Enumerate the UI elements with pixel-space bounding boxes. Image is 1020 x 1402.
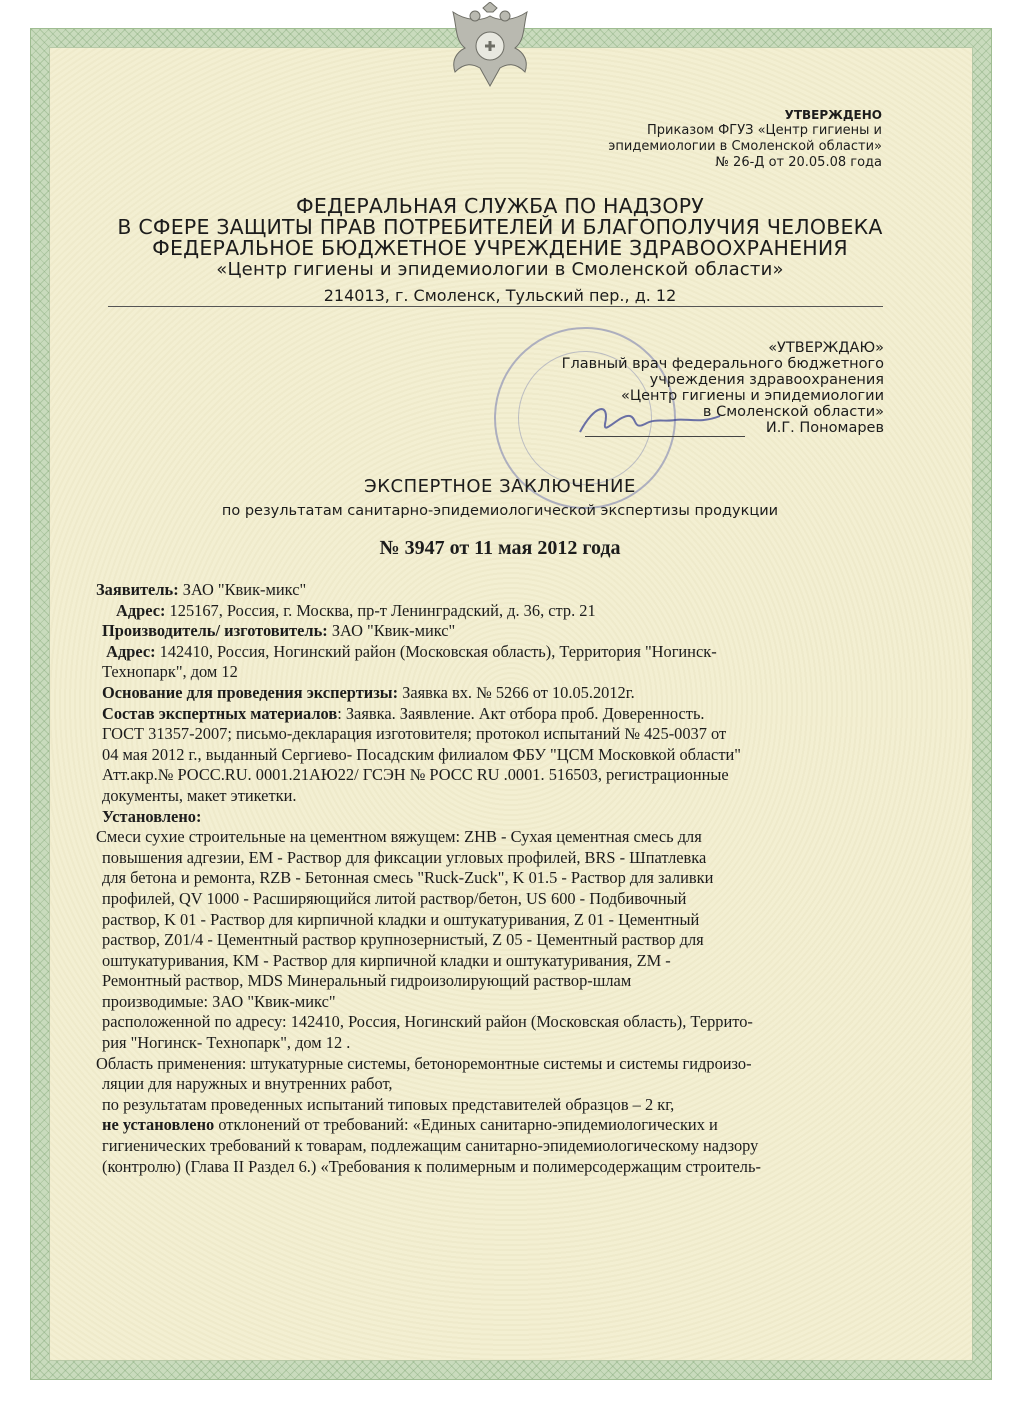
agency-address: 214013, г. Смоленск, Тульский пер., д. 12: [323, 286, 677, 305]
document-number: № 3947 от 11 мая 2012 года: [379, 537, 621, 559]
materials-row: [96, 704, 911, 725]
tests-text: по результатам проведенных испытаний типовых представителей образцов – 2 кг,: [102, 1094, 675, 1114]
affirm-line: «УТВЕРЖДАЮ»: [768, 340, 884, 356]
approved-line: № 26-Д от 20.05.08 года: [715, 155, 882, 170]
producer-label: Производитель/ изготовитель:: [102, 621, 328, 641]
approved-line: эпидемиологии в Смоленской области»: [608, 139, 882, 154]
affirm-line: Главный врач федерального бюджетного: [561, 356, 884, 372]
established-text: Ремонтный раствор, MDS Минеральный гидроизолирующий раствор-шлам: [102, 971, 632, 991]
established-text: оштукатуривания, KM - Раствор для кирпичной кладки и оштукатуривания, ZM -: [102, 950, 671, 970]
established-text: повышения адгезии, EM - Раствор для фиксации угловых профилей, BRS - Шпатлевка: [102, 847, 707, 867]
not-found-label: не установлено: [102, 1115, 215, 1135]
agency-line: ФЕДЕРАЛЬНАЯ СЛУЖБА ПО НАДЗОРУ: [296, 194, 704, 218]
signature-line: [585, 436, 745, 437]
agency-line: «Центр гигиены и эпидемиологии в Смоленской области»: [216, 259, 784, 280]
applicant-label: Заявитель:: [96, 580, 179, 599]
signer-name: И.Г. Пономарев: [765, 420, 884, 436]
application-area-text: ляции для наружных и внутренних работ,: [102, 1074, 393, 1094]
materials-text: Атт.акр.№ РОСС.RU. 0001.21АЮ22/ ГСЭН № РОСС RU .0001. 516503, регистрационные: [102, 765, 729, 785]
address-value: 142410, Россия, Ногинский район (Московская область), Территория "Ногинск-: [155, 641, 717, 661]
materials-text: 04 мая 2012 г., выданный Сергиево- Посадским филиалом ФБУ "ЦСМ Московкой области": [102, 744, 741, 764]
approved-header: УТВЕРЖДЕНО: [784, 108, 882, 122]
address-label: Адрес:: [116, 600, 166, 620]
document-title: ЭКСПЕРТНОЕ ЗАКЛЮЧЕНИЕ: [364, 476, 636, 497]
producer-address-row: [96, 642, 911, 663]
established-text: расположенной по адресу: 142410, Россия, Ногинский район (Московская область), Террито-: [102, 1012, 753, 1032]
affirm-line: «Центр гигиены и эпидемиологии: [620, 388, 884, 404]
conclusion-text: гигиенических требований к товарам, подлежащим санитарно-эпидемиологическому надзору: [102, 1136, 759, 1156]
applicant-row: [96, 580, 911, 601]
basis-label: Основание для проведения экспертизы:: [102, 682, 399, 702]
established-text: для бетона и ремонта, RZB - Бетонная смесь "Ruck-Zuck", K 01.5 - Раствор для заливки: [102, 868, 714, 888]
established-text: Смеси сухие строительные на цементном вяжущем: ZHB - Сухая цементная смесь для: [96, 827, 702, 847]
document-subtitle: по результатам санитарно-эпидемиологической экспертизы продукции: [221, 503, 779, 519]
application-area-text: Область применения: штукатурные системы, бетоноремонтные системы и системы гидроизо-: [96, 1053, 752, 1073]
address-value: 125167, Россия, г. Москва, пр-т Ленинградский, д. 36, стр. 21: [165, 600, 596, 620]
established-text: раствор, K 01 - Раствор для кирпичной кладки и оштукатуривания, Z 01 - Цементный: [102, 909, 700, 929]
header-divider: [108, 306, 883, 307]
materials-label: Состав экспертных материалов: [102, 703, 338, 723]
affirm-line: в Смоленской области»: [702, 404, 884, 420]
established-label: Установлено:: [102, 806, 202, 826]
eagle-emblem-icon: [435, 2, 545, 90]
conclusion-row: [96, 1115, 911, 1136]
materials-text: ГОСТ 31357-2007; письмо-декларация изготовителя; протокол испытаний № 425-0037 от: [102, 724, 727, 744]
approved-line: Приказом ФГУЗ «Центр гигиены и: [646, 123, 882, 138]
agency-line: ФЕДЕРАЛЬНОЕ БЮДЖЕТНОЕ УЧРЕЖДЕНИЕ ЗДРАВООХРАНЕНИЯ: [152, 236, 848, 260]
established-text: производимые: ЗАО "Квик-микс": [102, 991, 336, 1011]
affirm-line: учреждения здравоохранения: [649, 372, 884, 388]
established-text: рия "Ногинск- Технопарк", дом 12 .: [102, 1033, 351, 1053]
document-body: [96, 580, 911, 1177]
materials-text: документы, макет этикетки.: [102, 785, 297, 805]
conclusion-text: отклонений от требований: «Единых санитарно-эпидемиологических и: [214, 1115, 718, 1135]
established-text: раствор, Z01/4 - Цементный раствор крупнозернистый, Z 05 - Цементный раствор для: [102, 930, 704, 950]
affirm-block: [500, 340, 884, 436]
producer-address-cont: Технопарк", дом 12: [102, 662, 238, 682]
basis-row: [96, 683, 911, 704]
address-label: Адрес:: [106, 641, 156, 661]
approved-block: [560, 107, 882, 171]
agency-line: В СФЕРЕ ЗАЩИТЫ ПРАВ ПОТРЕБИТЕЛЕЙ И БЛАГОПОЛУЧИЯ ЧЕЛОВЕКА: [117, 215, 883, 239]
materials-text: : Заявка. Заявление. Акт отбора проб. Доверенность.: [337, 703, 705, 723]
established-text: профилей, QV 1000 - Расширяющийся литой раствор/бетон, US 600 - Подбивочный: [102, 888, 687, 908]
basis-value: Заявка вх. № 5266 от 10.05.2012г.: [398, 682, 635, 702]
applicant-address-row: [96, 601, 911, 622]
conclusion-text: (контролю) (Глава II Раздел 6.) «Требования к полимерным и полимерсодержащим строитель-: [102, 1156, 761, 1176]
producer-value: ЗАО "Квик-микс": [327, 621, 456, 641]
applicant-value: ЗАО "Квик-микс": [178, 580, 307, 599]
producer-row: [96, 621, 911, 642]
agency-header: [100, 196, 900, 280]
